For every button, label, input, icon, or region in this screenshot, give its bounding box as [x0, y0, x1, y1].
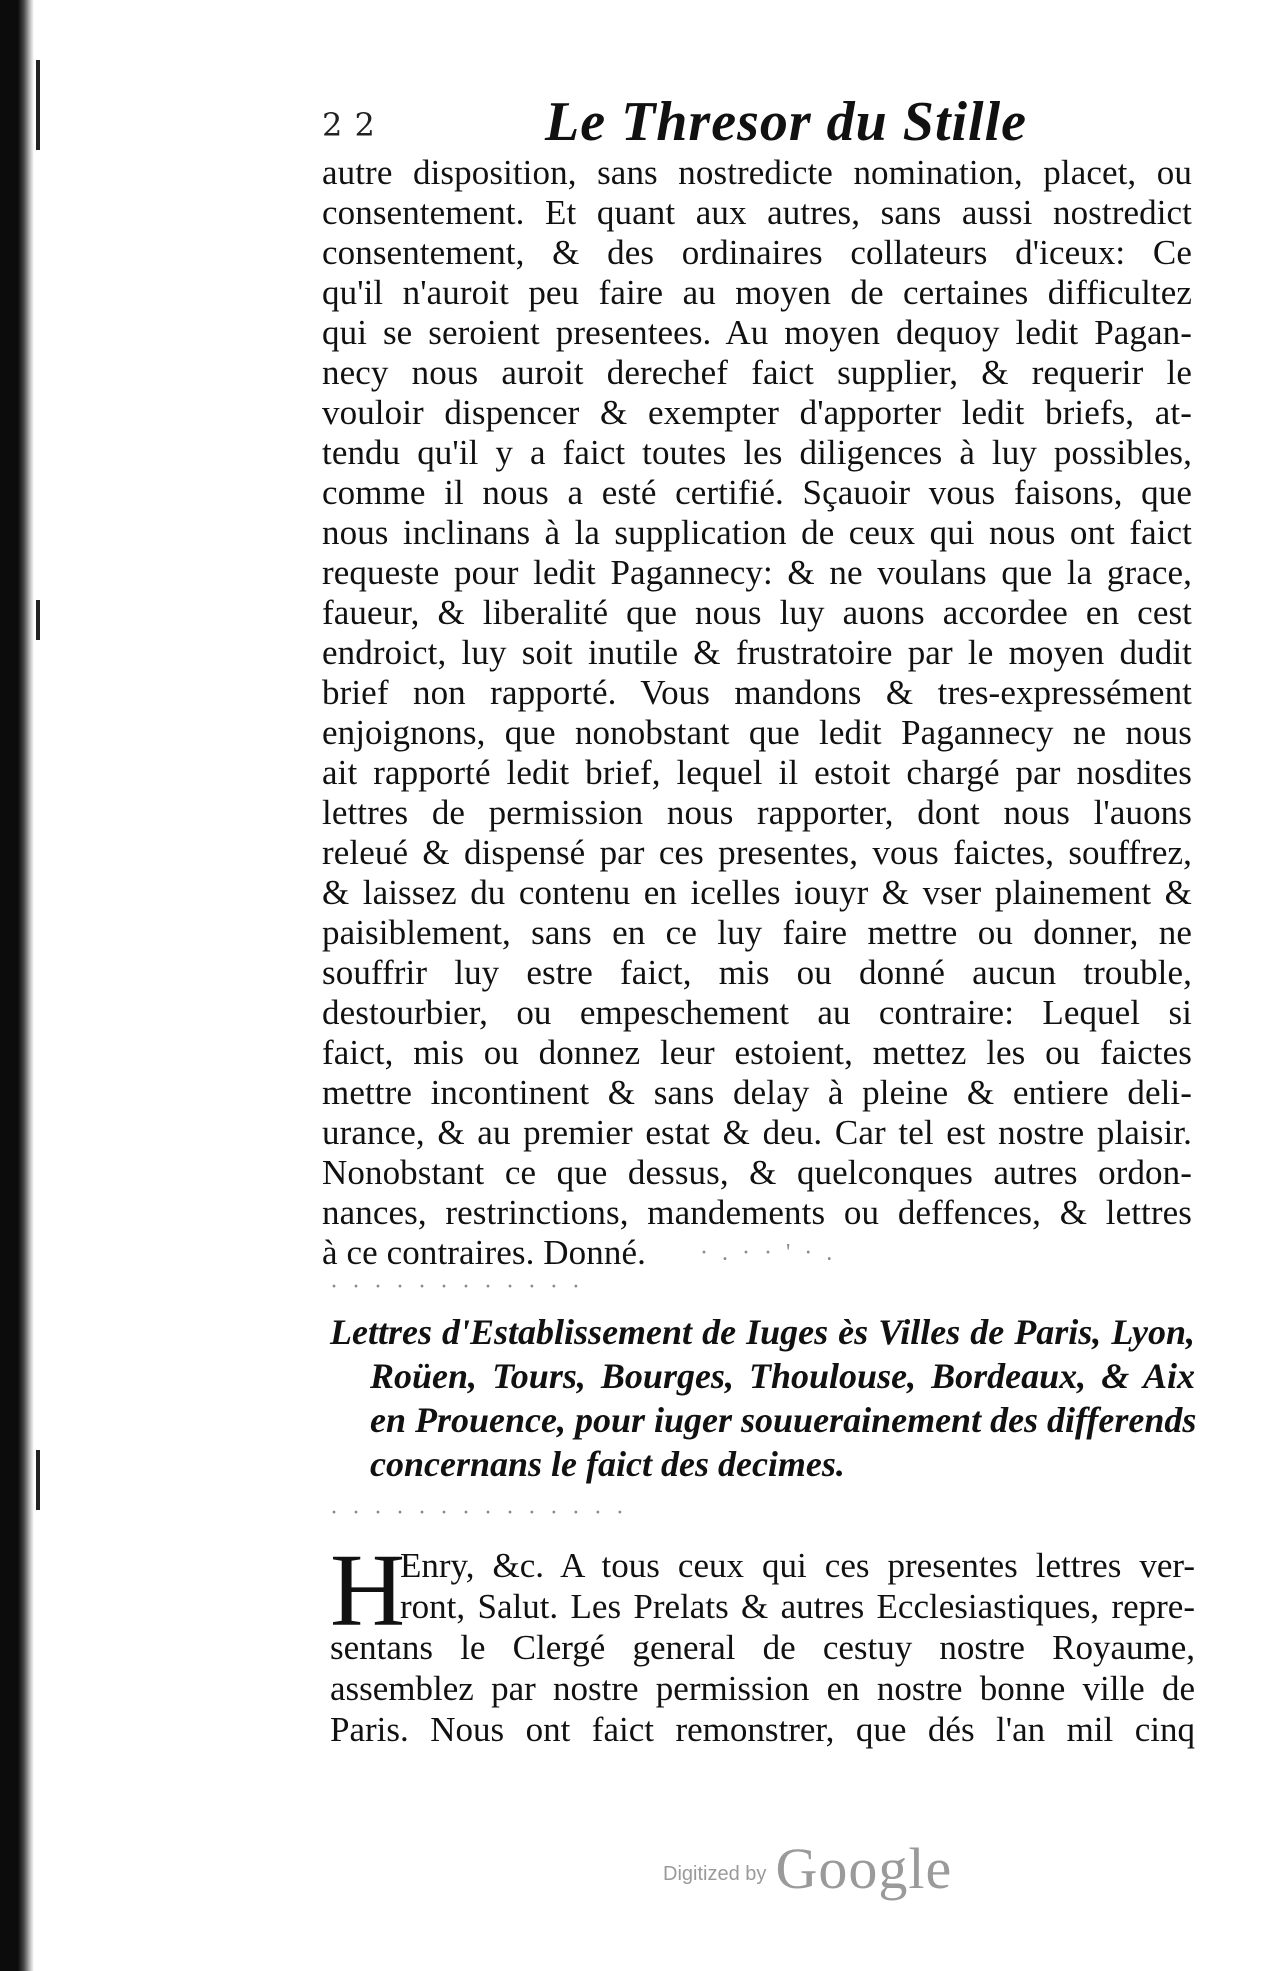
text-line: mettre incontinent & sans delay à pleine & entiere deli-: [322, 1073, 1192, 1112]
text-line: qu'il n'auroit peu faire au moyen de certaines difficultez: [322, 273, 1192, 312]
bleed-through-marks: · · · · · · · · · · · · · ·: [330, 1500, 628, 1526]
text-line: tendu qu'il y a faict toutes les diligences à luy possibles,: [322, 433, 1192, 472]
text-line: qui se seroient presentees. Au moyen dequoy ledit Pagan-: [322, 313, 1192, 352]
letter-text: [330, 1533, 1195, 1750]
text-line: enjoignons, que nonobstant que ledit Pagannecy ne nous: [322, 713, 1192, 752]
text-line: ront, Salut. Les Prelats & autres Ecclesiastiques, repre-: [400, 1587, 1195, 1626]
text-line: Enry, &c. A tous ceux qui ces presentes lettres ver-: [400, 1546, 1195, 1585]
text-line: sentans le Clergé general de cestuy nostre Royaume,: [330, 1628, 1195, 1667]
text-line: paisiblement, sans en ce luy faire mettre ou donner, ne: [322, 913, 1192, 952]
drop-cap: H: [330, 1533, 406, 1648]
text-line: à ce contraires. Donné.: [322, 1233, 646, 1272]
text-line: & laissez du contenu en icelles iouyr & vser plainement &: [322, 873, 1192, 912]
text-line: necy nous auroit derechef faict supplier, & requerir le: [322, 353, 1192, 392]
binding-shadow-mark: [36, 600, 40, 640]
google-logo: Google: [775, 1836, 953, 1901]
text-line: ait rapporté ledit brief, lequel il estoit chargé par nosdites: [322, 753, 1192, 792]
text-line: vouloir dispencer & exempter d'apporter ledit briefs, at-: [322, 393, 1192, 432]
page-number: 2 2: [322, 106, 376, 144]
text-line: endroict, luy soit inutile & frustratoire par le moyen dudit: [322, 633, 1192, 672]
text-line: lettres de permission nous rapporter, dont nous l'auons: [322, 793, 1192, 832]
watermark-prefix: Digitized by: [663, 1863, 767, 1885]
text-line: nous inclinans à la supplication de ceux qui nous ont faict: [322, 513, 1192, 552]
text-line: faict, mis ou donnez leur estoient, mettez les ou faictes: [322, 1033, 1192, 1072]
text-line: Paris. Nous ont faict remonstrer, que dés l'an mil cinq: [330, 1710, 1195, 1749]
bleed-through-marks: · . · · ' · .: [700, 1240, 837, 1266]
text-line: autre disposition, sans nostredicte nomination, placet, ou: [322, 153, 1192, 192]
text-line: faueur, & liberalité que nous luy auons accordee en cest: [322, 593, 1192, 632]
heading-line: Lettres d'Establissement de Iuges ès Villes de Paris, Lyon,: [330, 1312, 1195, 1352]
running-head: Le Thresor du Stille: [545, 91, 1028, 153]
book-binding-edge: [0, 0, 34, 1971]
heading-line: en Prouence, pour iuger souuerainement des differends: [370, 1400, 1197, 1440]
binding-shadow-mark: [36, 1450, 40, 1510]
text-line: urance, & au premier estat & deu. Car tel est nostre plaisir.: [322, 1113, 1192, 1152]
heading-line: Roüen, Tours, Bourges, Thoulouse, Bordeaux, & Aix: [370, 1356, 1195, 1396]
text-line: releué & dispensé par ces presentes, vous faictes, souffrez,: [322, 833, 1192, 872]
text-line: destourbier, ou empeschement au contraire: Lequel si: [322, 993, 1192, 1032]
binding-shadow-mark: [36, 60, 40, 150]
body-text: [322, 153, 1192, 1273]
text-line: brief non rapporté. Vous mandons & tres-expressément: [322, 673, 1192, 712]
text-line: Nonobstant ce que dessus, & quelconques autres ordon-: [322, 1153, 1192, 1192]
text-line: nances, restrinctions, mandements ou deffences, & lettres: [322, 1193, 1192, 1232]
text-line: consentement, & des ordinaires collateurs d'iceux: Ce: [322, 233, 1192, 272]
bleed-through-marks: · · · · · · · · · · · ·: [330, 1274, 584, 1300]
text-line: comme il nous a esté certifié. Sçauoir vous faisons, que: [322, 473, 1192, 512]
text-line: consentement. Et quant aux autres, sans aussi nostredict: [322, 193, 1192, 232]
text-line: souffrir luy estre faict, mis ou donné aucun trouble,: [322, 953, 1192, 992]
text-line: assemblez par nostre permission en nostre bonne ville de: [330, 1669, 1195, 1708]
text-line: requeste pour ledit Pagannecy: & ne voulans que la grace,: [322, 553, 1192, 592]
heading-line: concernans le faict des decimes.: [370, 1444, 845, 1484]
section-heading: [330, 1310, 1195, 1486]
digitized-watermark: [663, 1835, 952, 1902]
